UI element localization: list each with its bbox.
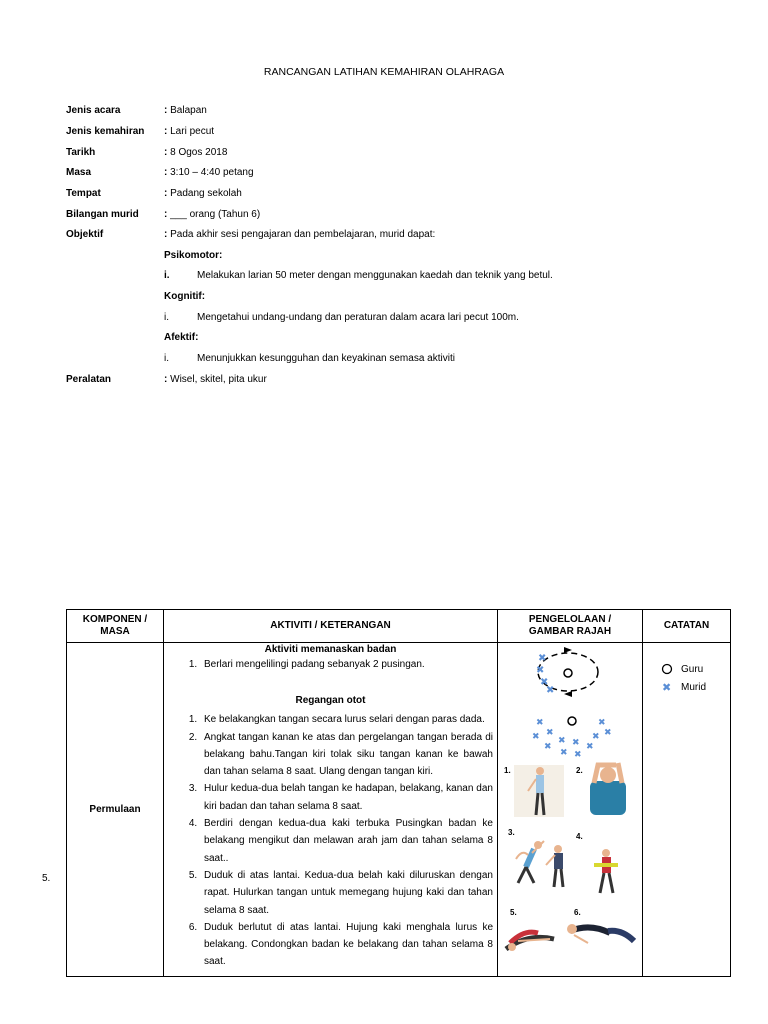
margin-mark: 5. [42, 873, 51, 884]
objective-num: i. [164, 312, 169, 323]
stretch-figure-4 [594, 849, 618, 893]
info-colon: : [164, 188, 168, 199]
objective-heading-afektif: Afektif: [164, 332, 199, 343]
svg-text:✖: ✖ [598, 718, 606, 728]
info-colon: : [164, 167, 168, 178]
legend-label: Murid [681, 681, 707, 693]
figure-label: 4. [576, 832, 583, 841]
info-label: Tarikh [66, 147, 96, 158]
objective-text: Mengetahui undang-undang dan peraturan dalam acara lari pecut 100m. [197, 312, 519, 323]
svg-text:✖: ✖ [538, 653, 547, 664]
objective-item-afektif [164, 352, 455, 366]
svg-text:✖: ✖ [546, 728, 554, 738]
objective-num: i. [164, 353, 169, 364]
notes-cell [643, 643, 731, 977]
info-value: ___ orang (Tahun 6) [170, 209, 261, 220]
cross-icon [661, 681, 673, 693]
info-label: Tempat [66, 188, 101, 199]
legend-guru [661, 663, 703, 675]
stretch-list [168, 711, 493, 970]
legend-murid [661, 681, 706, 693]
warmup-heading: Aktiviti memanaskan badan [264, 644, 397, 655]
objective-item-psikomotor [164, 269, 553, 283]
stretch-figure-5 [506, 932, 554, 951]
svg-text:✖: ✖ [572, 738, 580, 748]
stretch-figure-1 [514, 765, 564, 817]
objective-text: Melakukan larian 50 meter dengan menggunakan kaedah dan teknik yang betul. [197, 270, 553, 281]
figure-label: 2. [576, 766, 583, 775]
info-label: Bilangan murid [66, 209, 139, 220]
warmup-list [168, 656, 493, 673]
circle-icon [661, 663, 673, 675]
figure-label: 1. [504, 766, 511, 775]
list-item: 1. Ke belakangkan tangan secara lurus selari dengan paras dada. [200, 711, 493, 728]
svg-text:✖: ✖ [536, 718, 544, 728]
svg-text:✖: ✖ [546, 685, 555, 696]
info-label: Jenis kemahiran [66, 126, 145, 137]
list-item: 4. Berdiri dengan kedua-dua kaki terbuka Pusingkan badan ke belakang mengikut dan melawan arah jam dan tahan selama 8 saat.. [200, 815, 493, 867]
info-label: Jenis acara [66, 105, 121, 116]
stretch-figure-3b [546, 845, 563, 887]
info-colon: : [164, 126, 168, 137]
objective-num: i. [164, 270, 170, 281]
info-value: Lari pecut [170, 126, 215, 137]
formation-diagram [532, 717, 612, 760]
page-title: RANCANGAN LATIHAN KEMAHIRAN OLAHRAGA [263, 66, 505, 78]
objective-item-kognitif [164, 311, 519, 325]
svg-text:✖: ✖ [604, 728, 612, 738]
figure-label: 6. [574, 908, 581, 917]
svg-text:✖: ✖ [592, 732, 600, 742]
info-colon: : [164, 229, 168, 240]
student-markers-loop [536, 653, 554, 696]
teacher-marker [564, 669, 572, 677]
stretch-figure-6 [567, 924, 634, 943]
list-item: 5. Duduk di atas lantai. Kedua-dua belah kaki diluruskan dengan rapat. Hulurkan tangan untuk memegang hujung kaki dan tahan selama 8 saat. [200, 867, 493, 919]
figure-label: 5. [510, 908, 517, 917]
stretch-figure-2 [590, 763, 626, 815]
info-value: Balapan [170, 105, 207, 116]
list-item: 3. Hulur kedua-dua belah tangan ke hadapan, belakang, kanan dan kiri badan dan tahan selama 8 saat. [200, 780, 493, 815]
svg-text:✖: ✖ [558, 736, 566, 746]
komponen-cell: Permulaan [67, 643, 164, 977]
table-header-row [67, 610, 731, 643]
info-colon: : [164, 209, 168, 220]
info-colon: : [164, 374, 168, 385]
info-value: 8 Ogos 2018 [170, 147, 228, 158]
svg-text:✖: ✖ [532, 732, 540, 742]
svg-text:✖: ✖ [662, 681, 672, 693]
svg-text:✖: ✖ [536, 665, 545, 676]
diagram-cell [498, 643, 643, 977]
svg-text:✖: ✖ [544, 742, 552, 752]
info-colon: : [164, 105, 168, 116]
info-value: Wisel, skitel, pita ukur [170, 374, 267, 385]
info-value: 3:10 – 4:40 petang [170, 167, 254, 178]
svg-text:✖: ✖ [586, 742, 594, 752]
list-item: 6. Duduk berlutut di atas lantai. Hujung kaki menghala lurus ke belakang. Condongkan badan ke belakang dan tahan selama 8 saat. [200, 919, 493, 971]
info-value: Padang sekolah [170, 188, 242, 199]
activity-cell [164, 643, 498, 977]
info-label: Masa [66, 167, 92, 178]
svg-text:✖: ✖ [574, 750, 582, 760]
svg-text:✖: ✖ [540, 677, 549, 688]
objective-heading-psikomotor: Psikomotor: [164, 250, 223, 261]
legend-label: Guru [681, 663, 704, 675]
svg-text:✖: ✖ [560, 748, 568, 758]
header-komponen: KOMPONEN / MASA [67, 610, 164, 643]
list-item: 1. Berlari mengelilingi padang sebanyak 2 pusingan. [200, 656, 493, 673]
figure-label: 3. [508, 828, 515, 837]
list-item: 2. Angkat tangan kanan ke atas dan pergelangan tangan berada di belakang bahu.Tangan kiri tolak siku tangan kanan ke bawah dan tahan selama 8 saat. Ulang dengan tangan kiri. [200, 729, 493, 781]
objective-text: Menunjukkan kesungguhan dan keyakinan semasa aktiviti [197, 353, 455, 364]
stretch-heading: Regangan otot [295, 695, 366, 707]
running-loop-diagram [536, 647, 598, 697]
header-aktiviti: AKTIVITI / KETERANGAN [164, 610, 498, 643]
info-colon: : [164, 147, 168, 158]
header-pengelolaan: PENGELOLAAN / GAMBAR RAJAH [498, 610, 643, 643]
info-label: Objektif [66, 229, 104, 240]
organization-diagram [498, 643, 642, 973]
info-value: Pada akhir sesi pengajaran dan pembelajaran, murid dapat: [170, 229, 436, 240]
info-label: Peralatan [66, 374, 112, 385]
header-catatan: CATATAN [643, 610, 731, 643]
lesson-plan-table [66, 609, 731, 977]
objective-heading-kognitif: Kognitif: [164, 291, 206, 302]
stretch-figure-3 [516, 841, 544, 883]
table-row [67, 643, 731, 977]
